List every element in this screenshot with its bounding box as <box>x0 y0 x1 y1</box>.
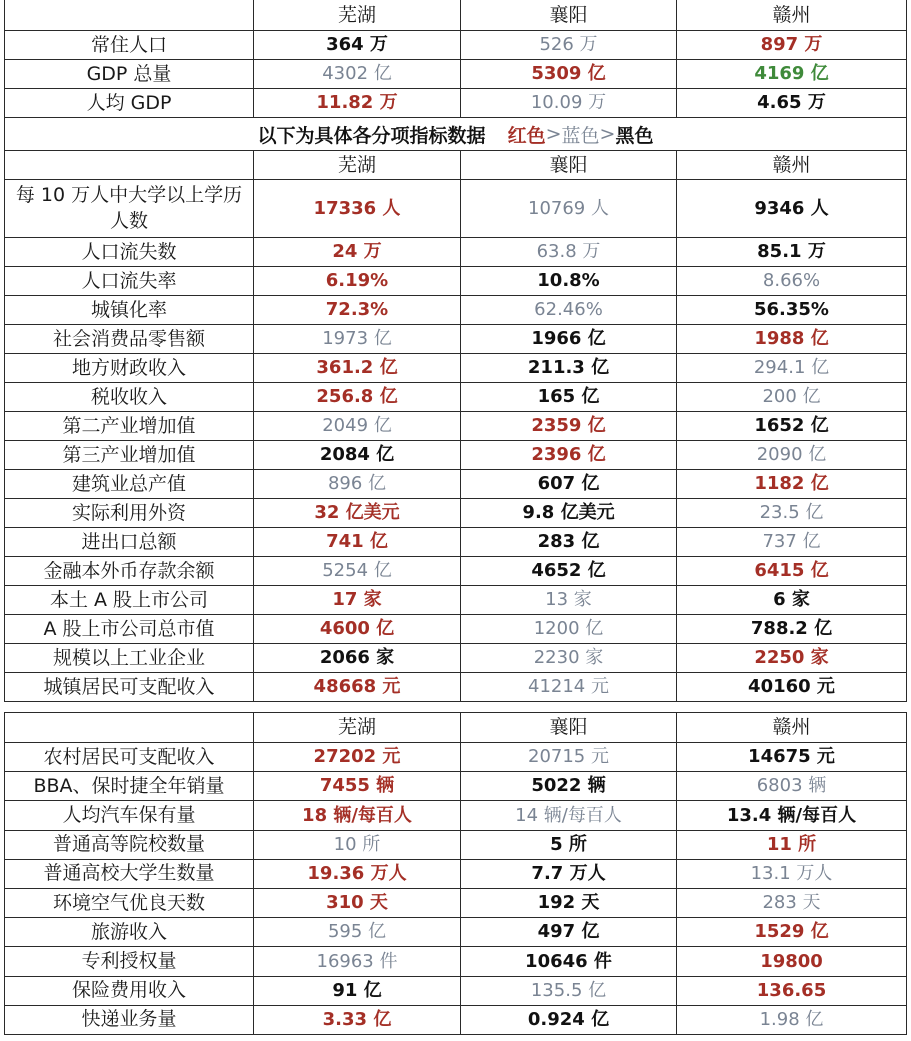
value-cell: 2230 家 <box>533 647 604 669</box>
table-row <box>4 831 907 860</box>
table-cell <box>461 977 677 1005</box>
value-cell: 8.66% <box>762 270 821 292</box>
value-cell: 17336 人 <box>313 197 401 219</box>
value-cell: 10646 件 <box>525 950 612 972</box>
value-cell: 4169 亿 <box>754 63 829 85</box>
value-cell: 9346 人 <box>754 197 829 219</box>
table-row <box>4 60 907 89</box>
table-cell <box>461 238 677 266</box>
table-cell <box>677 860 907 888</box>
value-cell: 72.3% <box>325 299 389 321</box>
value-cell: 6803 辆 <box>756 775 827 797</box>
row-label: 环境空气优良天数 <box>4 889 254 917</box>
value-cell: 7455 辆 <box>319 775 395 797</box>
detail-header-row <box>4 151 907 180</box>
table-cell <box>254 1006 461 1034</box>
value-cell: 497 亿 <box>537 921 600 943</box>
row-label: 社会消费品零售额 <box>4 325 254 353</box>
table-row <box>4 325 907 354</box>
value-cell: 256.8 亿 <box>316 386 398 408</box>
table-cell <box>677 586 907 614</box>
value-cell: 40160 元 <box>748 676 835 698</box>
value-cell: 7.7 万人 <box>531 863 606 885</box>
value-cell: 294.1 亿 <box>753 357 830 379</box>
table-cell <box>677 889 907 917</box>
table-cell <box>677 412 907 440</box>
value-cell: 283 天 <box>762 892 821 914</box>
row-label: 建筑业总产值 <box>4 470 254 498</box>
row-label: 人口流失率 <box>4 267 254 295</box>
header-city-ganzhou: 赣州 <box>677 713 907 742</box>
header-blank-cell <box>4 0 254 30</box>
value-cell: 5 所 <box>550 833 587 855</box>
row-label: 普通高等院校数量 <box>4 831 254 859</box>
value-cell: 63.8 万 <box>536 241 601 263</box>
table-cell <box>677 499 907 527</box>
table-cell <box>677 673 907 701</box>
value-cell: 897 万 <box>760 34 823 56</box>
row-label: BBA、保时捷全年销量 <box>4 772 254 800</box>
table-cell <box>677 31 907 59</box>
value-cell: 16963 件 <box>316 950 398 972</box>
header-blank-cell <box>4 713 254 742</box>
table-cell <box>461 325 677 353</box>
table-cell <box>461 441 677 469</box>
row-label: 地方财政收入 <box>4 354 254 382</box>
table-cell <box>461 60 677 88</box>
table-row <box>4 238 907 267</box>
row-label: 专利授权量 <box>4 947 254 975</box>
value-cell: 4302 亿 <box>322 63 392 85</box>
table-row <box>4 180 907 238</box>
row-label: 第二产业增加值 <box>4 412 254 440</box>
table-row <box>4 743 907 772</box>
value-cell: 1529 亿 <box>754 921 829 943</box>
value-cell: 1988 亿 <box>754 328 829 350</box>
table-row <box>4 267 907 296</box>
header-city-ganzhou: 赣州 <box>677 0 907 30</box>
value-cell: 165 亿 <box>537 386 600 408</box>
table-row <box>4 528 907 557</box>
value-cell: 20715 元 <box>528 746 609 768</box>
table-cell <box>461 470 677 498</box>
table-cell <box>254 772 461 800</box>
value-cell: 85.1 万 <box>757 241 826 263</box>
extra-header-row <box>4 712 907 743</box>
table-cell <box>677 528 907 556</box>
value-cell: 737 亿 <box>762 531 821 553</box>
table-cell <box>677 557 907 585</box>
table-cell <box>677 615 907 643</box>
row-label: 实际利用外资 <box>4 499 254 527</box>
header-city-xiangyang: 襄阳 <box>461 0 677 30</box>
table-row <box>4 644 907 673</box>
table-row <box>4 918 907 947</box>
table-row <box>4 586 907 615</box>
value-cell: 4600 亿 <box>319 618 395 640</box>
table-cell <box>461 831 677 859</box>
row-label: 常住人口 <box>4 31 254 59</box>
table-cell <box>254 557 461 585</box>
extra-rows <box>4 743 907 1035</box>
table-cell <box>677 60 907 88</box>
table-cell <box>461 644 677 672</box>
table-cell <box>461 860 677 888</box>
row-label: 第三产业增加值 <box>4 441 254 469</box>
table-cell <box>461 499 677 527</box>
table-row <box>4 296 907 325</box>
header-city-wuhu: 芜湖 <box>254 0 461 30</box>
table-cell <box>254 180 461 237</box>
value-cell: 10769 人 <box>528 197 609 219</box>
row-label: 城镇化率 <box>4 296 254 324</box>
table-cell <box>461 918 677 946</box>
table-cell <box>254 238 461 266</box>
banner-title: 以下为具体各分项指标数据 <box>257 124 486 147</box>
table-cell <box>677 470 907 498</box>
table-row <box>4 31 907 60</box>
value-cell: 1966 亿 <box>531 328 606 350</box>
table-cell <box>254 918 461 946</box>
legend-separator: > <box>599 123 616 145</box>
value-cell: 14 辆/每百人 <box>515 804 622 826</box>
value-cell: 6.19% <box>325 270 389 292</box>
table-cell <box>254 615 461 643</box>
table-cell <box>461 180 677 237</box>
table-row <box>4 801 907 830</box>
table-cell <box>254 60 461 88</box>
value-cell: 10 所 <box>333 833 381 855</box>
row-label: 人均 GDP <box>4 89 254 117</box>
value-cell: 1652 亿 <box>754 415 829 437</box>
table-cell <box>677 918 907 946</box>
table-cell <box>677 801 907 829</box>
summary-header-row <box>4 0 907 31</box>
table-cell <box>254 499 461 527</box>
value-cell: 18 辆/每百人 <box>302 804 412 826</box>
value-cell: 13 家 <box>545 589 592 611</box>
table-cell <box>461 557 677 585</box>
table-cell <box>254 89 461 117</box>
table-cell <box>461 383 677 411</box>
row-label: 城镇居民可支配收入 <box>4 673 254 701</box>
value-cell: 896 亿 <box>327 473 387 495</box>
table-cell <box>254 860 461 888</box>
table-cell <box>461 801 677 829</box>
table-cell <box>254 31 461 59</box>
table-cell <box>254 354 461 382</box>
value-cell: 62.46% <box>534 299 603 321</box>
table-cell <box>461 673 677 701</box>
row-label: 进出口总额 <box>4 528 254 556</box>
table-cell <box>677 89 907 117</box>
value-cell: 364 万 <box>326 34 388 56</box>
value-cell: 6 家 <box>773 589 810 611</box>
table-cell <box>461 31 677 59</box>
value-cell: 17 家 <box>332 589 382 611</box>
value-cell: 192 天 <box>537 892 600 914</box>
row-label: 人口流失数 <box>4 238 254 266</box>
row-label: 快递业务量 <box>4 1006 254 1034</box>
value-cell: 19.36 万人 <box>307 863 407 885</box>
table-cell <box>254 528 461 556</box>
table-cell <box>254 296 461 324</box>
value-cell: 9.8 亿美元 <box>522 502 615 524</box>
table-row <box>4 772 907 801</box>
value-cell: 13.1 万人 <box>750 863 833 885</box>
value-cell: 283 亿 <box>537 531 600 553</box>
value-cell: 1182 亿 <box>754 473 829 495</box>
table-row <box>4 977 907 1006</box>
value-cell: 27202 元 <box>313 746 401 768</box>
table-cell <box>677 383 907 411</box>
row-label: 普通高校大学生数量 <box>4 860 254 888</box>
header-city-wuhu: 芜湖 <box>254 713 461 742</box>
table-row <box>4 889 907 918</box>
table-cell <box>677 947 907 975</box>
table-cell <box>254 673 461 701</box>
value-cell: 3.33 亿 <box>322 1008 392 1030</box>
value-cell: 1.98 亿 <box>759 1008 824 1030</box>
table-cell <box>677 1006 907 1034</box>
value-cell: 136.65 <box>756 979 827 1001</box>
row-label: 保险费用收入 <box>4 977 254 1005</box>
value-cell: 11 所 <box>766 833 817 855</box>
value-cell: 10.8% <box>537 270 600 292</box>
value-cell: 1200 亿 <box>533 618 604 640</box>
value-cell: 1973 亿 <box>322 328 392 350</box>
value-cell: 19800 <box>760 950 823 972</box>
table-cell <box>254 644 461 672</box>
table-row <box>4 947 907 976</box>
legend-red-label: 红色 <box>507 124 546 147</box>
table-cell <box>254 441 461 469</box>
table-row <box>4 615 907 644</box>
value-cell: 135.5 亿 <box>530 979 607 1001</box>
table-cell <box>461 743 677 771</box>
value-cell: 4652 亿 <box>531 560 606 582</box>
table-cell <box>461 586 677 614</box>
row-label: 每 10 万人中大学以上学历人数 <box>4 180 254 237</box>
value-cell: 41214 元 <box>528 676 609 698</box>
row-label: 税收收入 <box>4 383 254 411</box>
table-row <box>4 412 907 441</box>
row-label: 规模以上工业企业 <box>4 644 254 672</box>
value-cell: 2049 亿 <box>322 415 392 437</box>
value-cell: 788.2 亿 <box>750 618 833 640</box>
header-blank-cell <box>4 151 254 179</box>
table-cell <box>677 977 907 1005</box>
row-label: GDP 总量 <box>4 60 254 88</box>
table-cell <box>677 831 907 859</box>
value-cell: 310 天 <box>326 892 388 914</box>
value-cell: 5309 亿 <box>531 63 606 85</box>
table-cell <box>461 267 677 295</box>
legend-banner <box>4 118 907 151</box>
table-cell <box>254 383 461 411</box>
table-row <box>4 441 907 470</box>
row-label: A 股上市公司总市值 <box>4 615 254 643</box>
detail-table <box>4 151 907 702</box>
row-label: 本土 A 股上市公司 <box>4 586 254 614</box>
value-cell: 211.3 亿 <box>527 357 610 379</box>
header-city-xiangyang: 襄阳 <box>461 713 677 742</box>
table-cell <box>677 238 907 266</box>
table-row <box>4 89 907 118</box>
value-cell: 2084 亿 <box>319 444 395 466</box>
table-cell <box>461 528 677 556</box>
table-cell <box>677 772 907 800</box>
table-row <box>4 499 907 528</box>
table-row <box>4 470 907 499</box>
table-cell <box>677 180 907 237</box>
table-cell <box>677 354 907 382</box>
table-row <box>4 673 907 702</box>
legend-black-label: 黑色 <box>615 124 654 147</box>
table-cell <box>254 947 461 975</box>
value-cell: 5254 亿 <box>322 560 392 582</box>
value-cell: 200 亿 <box>762 386 821 408</box>
row-label: 农村居民可支配收入 <box>4 743 254 771</box>
value-cell: 14675 元 <box>748 746 835 768</box>
legend-separator: > <box>545 123 562 145</box>
value-cell: 5022 辆 <box>531 775 606 797</box>
value-cell: 526 万 <box>539 34 598 56</box>
value-cell: 24 万 <box>332 241 382 263</box>
legend-blue-label: 蓝色 <box>561 124 600 147</box>
value-cell: 607 亿 <box>537 473 600 495</box>
table-cell <box>254 831 461 859</box>
value-cell: 56.35% <box>754 299 829 321</box>
table-row <box>4 860 907 889</box>
header-city-ganzhou: 赣州 <box>677 151 907 179</box>
header-city-xiangyang: 襄阳 <box>461 151 677 179</box>
table-cell <box>254 267 461 295</box>
table-cell <box>254 470 461 498</box>
table-cell <box>461 296 677 324</box>
table-cell <box>461 89 677 117</box>
table-cell <box>677 743 907 771</box>
table-row <box>4 1006 907 1035</box>
table-cell <box>461 947 677 975</box>
value-cell: 0.924 亿 <box>527 1008 610 1030</box>
table-cell <box>461 1006 677 1034</box>
row-label: 人均汽车保有量 <box>4 801 254 829</box>
value-cell: 10.09 万 <box>530 92 607 114</box>
table-cell <box>461 354 677 382</box>
value-cell: 2396 亿 <box>531 444 606 466</box>
table-row <box>4 383 907 412</box>
value-cell: 11.82 万 <box>316 92 398 114</box>
table-cell <box>677 644 907 672</box>
extra-table <box>4 712 907 1035</box>
value-cell: 91 亿 <box>332 979 382 1001</box>
table-cell <box>254 325 461 353</box>
value-cell: 23.5 亿 <box>759 502 824 524</box>
table-cell <box>461 412 677 440</box>
table-row <box>4 557 907 586</box>
row-label: 金融本外币存款余额 <box>4 557 254 585</box>
value-cell: 2359 亿 <box>531 415 606 437</box>
detail-rows <box>4 180 907 702</box>
header-city-wuhu: 芜湖 <box>254 151 461 179</box>
value-cell: 2066 家 <box>319 647 395 669</box>
value-cell: 2250 家 <box>754 647 829 669</box>
table-cell <box>461 889 677 917</box>
table-cell <box>254 977 461 1005</box>
summary-table <box>4 0 907 118</box>
summary-rows <box>4 31 907 118</box>
value-cell: 6415 亿 <box>754 560 829 582</box>
value-cell: 32 亿美元 <box>314 502 400 524</box>
table-cell <box>254 801 461 829</box>
value-cell: 13.4 辆/每百人 <box>726 804 857 826</box>
table-cell <box>254 586 461 614</box>
table-cell <box>254 889 461 917</box>
table-cell <box>677 296 907 324</box>
table-cell <box>461 772 677 800</box>
table-cell <box>254 743 461 771</box>
table-cell <box>677 325 907 353</box>
value-cell: 4.65 万 <box>757 92 826 114</box>
value-cell: 595 亿 <box>327 921 387 943</box>
value-cell: 2090 亿 <box>756 444 827 466</box>
value-cell: 361.2 亿 <box>316 357 398 379</box>
table-cell <box>677 267 907 295</box>
row-label: 旅游收入 <box>4 918 254 946</box>
table-row <box>4 354 907 383</box>
table-cell <box>677 441 907 469</box>
table-cell <box>461 615 677 643</box>
value-cell: 48668 元 <box>313 676 401 698</box>
table-cell <box>254 412 461 440</box>
value-cell: 741 亿 <box>326 531 388 553</box>
